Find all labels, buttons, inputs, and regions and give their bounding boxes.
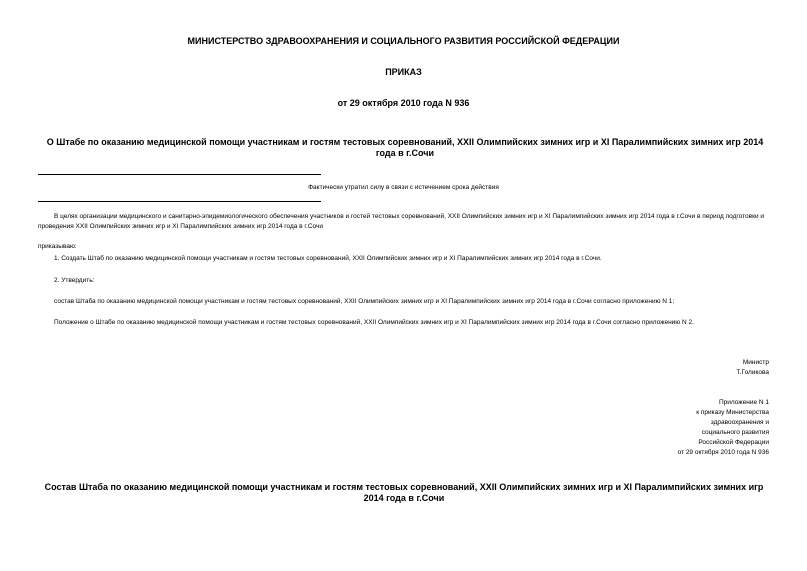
document-title: О Штабе по оказанию медицинской помощи участникам и гостям тестовых соревнований, XXII Олимпийских зимних игр и XI Паралимпийских зимних игр 2014 года в г.Сочи bbox=[46, 137, 764, 158]
appendix-line-4: социального развития bbox=[701, 429, 769, 436]
appendix-line-1: Приложение N 1 bbox=[718, 399, 769, 406]
status-note: Фактически утратил силу в связи с истечением срока действия bbox=[308, 184, 499, 191]
appendix-line-5: Российской Федерации bbox=[698, 439, 769, 446]
item-2b: Положение о Штабе по оказанию медицинской помощи участникам и гостям тестовых соревнований, XXII Олимпийских зимних игр и XI Паралимпийских зимних игр 2014 года в г.Сочи согласно приложению N 2. bbox=[54, 319, 694, 326]
item-2: 2. Утвердить: bbox=[54, 277, 95, 284]
bottom-divider bbox=[38, 201, 321, 202]
signature-name: Т.Голикова bbox=[736, 369, 769, 376]
signature-position: Министр bbox=[742, 359, 769, 366]
item-1: 1. Создать Штаб по оказанию медицинской помощи участникам и гостям тестовых соревнований, XXII Олимпийских зимних игр и XI Паралимпийских зимних игр 2014 года в г.Сочи. bbox=[54, 255, 602, 262]
appendix-block bbox=[678, 398, 769, 458]
top-divider bbox=[38, 174, 321, 175]
item-2a: состав Штаба по оказанию медицинской помощи участникам и гостям тестовых соревнований, XXII Олимпийских зимних игр и XI Паралимпийских зимних игр 2014 года в г.Сочи согласно приложению N 1; bbox=[54, 298, 675, 305]
appendix-line-6: от 29 октября 2010 года N 936 bbox=[677, 449, 769, 456]
preamble-paragraph: В целях организации медицинского и санитарно-эпидемиологического обеспечения участников и гостей тестовых соревнований, XXII Олимпийских зимних игр и XI Паралимпийских зимних игр 2014 года в г.Сочи в период подготовки и проведения XXII Олимпийских зимних игр и XI Паралимпийских зимних игр 2014 года в г.Сочи bbox=[38, 213, 765, 230]
appendix-line-2: к приказу Министерства bbox=[696, 409, 769, 416]
ministry-heading: МИНИСТЕРСТВО ЗДРАВООХРАНЕНИЯ И СОЦИАЛЬНОГО РАЗВИТИЯ РОССИЙСКОЙ ФЕДЕРАЦИИ bbox=[187, 36, 620, 46]
signature-block bbox=[736, 358, 769, 378]
order-word: приказываю: bbox=[38, 243, 77, 250]
date-number-heading: от 29 октября 2010 года N 936 bbox=[337, 98, 470, 108]
appendix-line-3: здравоохранения и bbox=[710, 419, 769, 426]
appendix-title: Состав Штаба по оказанию медицинской помощи участникам и гостям тестовых соревнований, XXII Олимпийских зимних игр и XI Паралимпийских зимних игр 2014 года в г.Сочи bbox=[44, 482, 764, 503]
doc-type-heading: ПРИКАЗ bbox=[385, 67, 422, 77]
